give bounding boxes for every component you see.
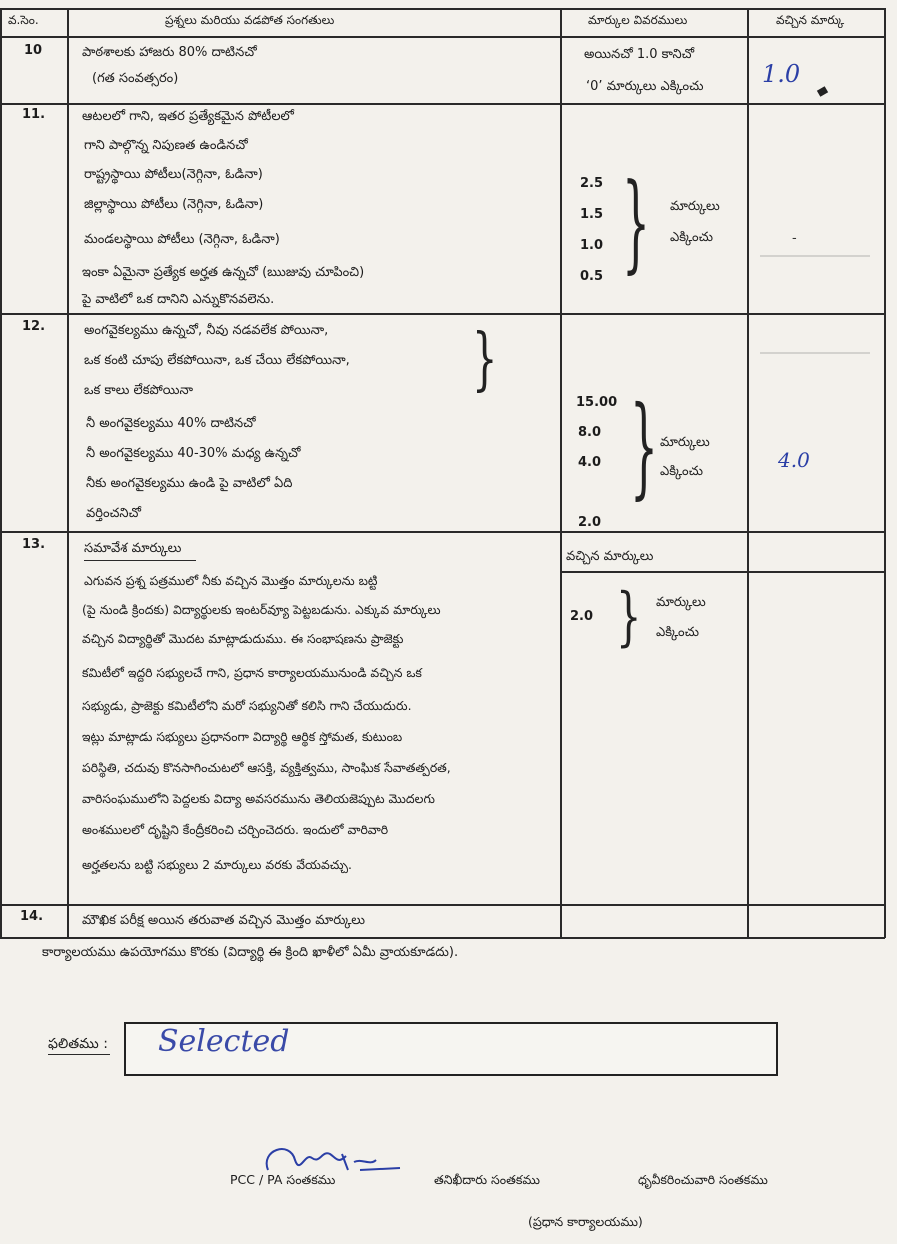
row12-line-6: నీకు అంగవైకల్యము ఉండి పై వాటిలో ఏది (86, 476, 293, 491)
row12-line-1: అంగవైకల్యము ఉన్నచో, నీవు నడవలేక పోయినా, (84, 323, 329, 338)
row13-title-underline (84, 560, 196, 561)
result-label: ఫలితము : (48, 1036, 108, 1052)
row10-number: 10 (24, 43, 43, 58)
row13-bottom-rule (0, 904, 885, 906)
signature-left-label: PCC / PA సంతకము (230, 1172, 336, 1187)
header-col-no: వ.సెం. (8, 13, 39, 27)
row12-line-3: ఒక కాలు లేకపోయినా (84, 383, 194, 398)
row13-number: 13. (22, 537, 46, 552)
col-left-border (0, 8, 2, 938)
row13-paragraph-line-3: వచ్చిన విద్యార్థితో మొదట మాట్లాడుదుము. ఈ సంభాషణను ప్రాజెక్టు (82, 631, 404, 646)
col-marks-divider (747, 8, 749, 938)
row12-obtained-mark: 4.0 (778, 448, 810, 472)
row12-mark-value-2: 8.0 (578, 425, 602, 440)
signature-right-label: ధృవీకరించువారి సంతకము (638, 1172, 768, 1187)
col-no-divider (67, 8, 69, 938)
row11-line-6: ఇంకా ఏమైనా ప్రత్యేక అర్హత ఉన్నచో (ఋజువు చూపించి) (82, 265, 365, 280)
row14-number: 14. (20, 909, 44, 924)
table-top-rule (0, 8, 885, 10)
row13-paragraph-line-6: ఇట్లు మాట్లాడు సభ్యులు ప్రధానంగా విద్యార్థి ఆర్థిక స్తోమత, కుటుంబ (82, 729, 403, 744)
result-value: Selected (158, 1024, 290, 1059)
row11-marks-note-1: మార్కులు (670, 199, 720, 214)
row13-paragraph-line-7: పరిస్థితి, చదువు కొనసాగించుటలో ఆసక్తి, వ్యక్తిత్వము, సాంఘిక సేవాతత్పరత, (82, 760, 451, 775)
row11-line-7: పై వాటిలో ఒక దానిని ఎన్నుకొనవలెను. (82, 292, 275, 307)
row10-line-2: (గత సంవత్సరం) (92, 71, 179, 86)
row11-line-2: గాని పాల్గొన్న నిపుణత ఉండినచో (84, 138, 248, 153)
right-brace-icon: } (630, 384, 658, 512)
row14-bottom-rule (0, 937, 885, 939)
row13-paragraph-line-8: వారిసంఘములోని పెద్దలకు విద్యా అవసరమును తెలియజెప్పుట మొదలగు (82, 791, 435, 806)
row10-obtained-mark: 1.0 (762, 60, 801, 88)
faded-background-stamp (760, 255, 870, 354)
row11-mark-value-3: 1.0 (580, 238, 604, 253)
header-col-marks: మార్కుల వివరములు (588, 13, 688, 27)
row11-mark-value-2: 1.5 (580, 207, 604, 222)
col-right-border (884, 8, 886, 938)
row12-line-7: వర్తించనిచో (86, 506, 142, 521)
row11-bottom-rule (0, 313, 885, 315)
row11-mark-value-1: 2.5 (580, 176, 604, 191)
right-brace-icon: } (472, 320, 498, 400)
header-col-question: ప్రశ్నలు మరియు వడపోత సంగతులు (165, 13, 335, 27)
row11-line-1: ఆటలలో గాని, ఇతర ప్రత్యేకమైన పోటీలలో (82, 109, 294, 124)
row14-line-1: మౌఖిక పరీక్ష అయిన తరువాత వచ్చిన మొత్తం మార్కులు (82, 913, 366, 928)
row13-paragraph-line-9: అంశములలో దృష్టిని కేంద్రీకరించి చర్చించెదరు. ఇందులో వారివారి (82, 822, 389, 837)
col-question-divider (560, 8, 562, 938)
right-brace-icon: } (616, 580, 642, 654)
row12-mark-value-3: 4.0 (578, 455, 602, 470)
pen-mark-icon (817, 86, 828, 97)
row11-line-5: మండలస్థాయి పోటీలు (నెగ్గినా, ఓడినా) (84, 232, 280, 247)
row11-line-3: రాష్ట్రస్థాయి పోటీలు(నెగ్గినా, ఓడినా) (84, 167, 263, 182)
row13-marks-header-rule (560, 571, 885, 573)
row12-number: 12. (22, 319, 46, 334)
row12-line-5: నీ అంగవైకల్యము 40-30% మధ్య ఉన్నచో (86, 446, 301, 461)
row13-mark-value-1: 2.0 (570, 609, 594, 624)
row12-mark-value-4: 2.0 (578, 515, 602, 530)
row12-line-4: నీ అంగవైకల్యము 40% దాటినచో (86, 416, 256, 431)
row13-title: సమావేశ మార్కులు (84, 541, 182, 556)
row13-marks-note-1: మార్కులు (656, 595, 706, 610)
row11-marks-note-2: ఎక్కించు (670, 230, 713, 245)
row13-paragraph-line-1: ఎగువన ప్రశ్న పత్రములో నీకు వచ్చిన మొత్తం మార్కులను బట్టి (84, 573, 378, 588)
signature-right-sublabel: (ప్రధాన కార్యాలయము) (528, 1214, 643, 1229)
row12-bottom-rule (0, 531, 885, 533)
row11-mark-value-4: 0.5 (580, 269, 604, 284)
header-bottom-rule (0, 36, 885, 38)
row12-marks-note-2: ఎక్కించు (660, 464, 703, 479)
row11-obtained-mark: - (792, 231, 797, 246)
row13-paragraph-line-5: సభ్యుడు, ప్రాజెక్టు కమిటీలోని మరో సభ్యునితో కలిసి గాని చేయుదురు. (82, 698, 412, 713)
row12-mark-value-1: 15.00 (576, 395, 618, 410)
row10-marks-line-1: అయినచో 1.0 కానిచో (584, 47, 695, 62)
office-use-note: కార్యాలయము ఉపయోగము కొరకు (విద్యార్థి ఈ క్రింది ఖాళీలో ఏమీ వ్రాయకూడదు). (42, 945, 459, 960)
row12-line-2: ఒక కంటి చూపు లేకపోయినా, ఒక చేయి లేకపోయినా, (84, 353, 350, 368)
row13-marks-header: వచ్చిన మార్కులు (566, 549, 654, 564)
right-brace-icon: } (622, 162, 650, 285)
result-label-underline (48, 1054, 110, 1055)
row11-number: 11. (22, 107, 46, 122)
row12-marks-note-1: మార్కులు (660, 435, 710, 450)
row10-bottom-rule (0, 103, 885, 105)
row10-marks-line-2: ‘0’ మార్కులు ఎక్కించు (586, 79, 704, 94)
row13-marks-note-2: ఎక్కించు (656, 625, 699, 640)
row10-line-1: పాఠశాలకు హాజరు 80% దాటినచో (82, 45, 257, 60)
row11-line-4: జిల్లాస్థాయి పోటీలు (నెగ్గినా, ఓడినా) (84, 197, 264, 212)
row13-paragraph-line-2: (పై నుండి క్రిందకు) విద్యార్థులకు ఇంటర్‌వ్యూ పెట్టబడును. ఎక్కువ మార్కులు (82, 602, 441, 617)
row13-paragraph-line-4: కమిటీలో ఇద్దరి సభ్యులచే గాని, ప్రధాన కార్యాలయమునుండి వచ్చిన ఒక (82, 665, 422, 680)
row13-paragraph-line-10: అర్హతలను బట్టి సభ్యులు 2 మార్కులు వరకు వేయవచ్చు. (82, 857, 352, 872)
header-col-obtained: వచ్చిన మార్కు (776, 13, 845, 27)
signature-middle-label: తనిఖీదారు సంతకము (434, 1172, 540, 1187)
